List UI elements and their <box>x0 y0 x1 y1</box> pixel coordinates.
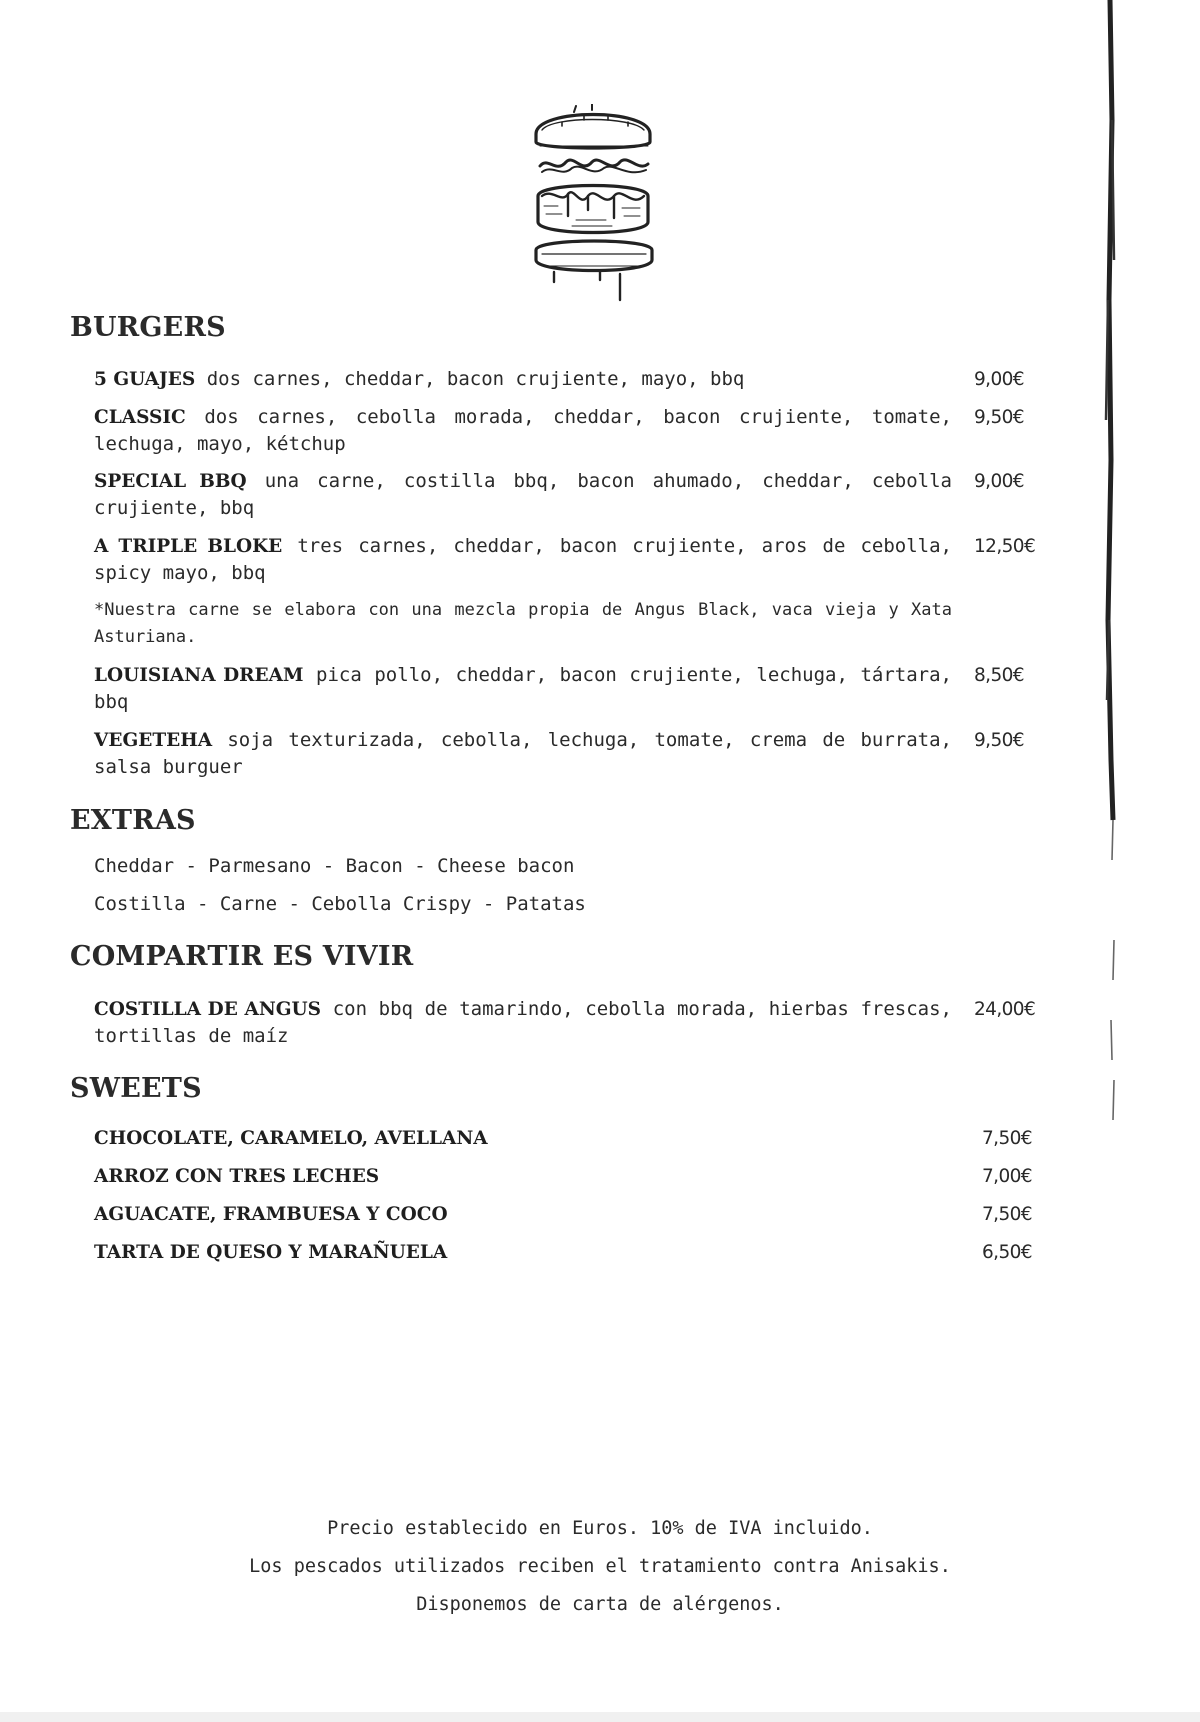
item-price: 9,00€ <box>974 369 1024 390</box>
item-price: 9,50€ <box>974 407 1024 428</box>
item-name: VEGETEHA <box>94 730 213 751</box>
menu-item <box>94 727 1024 781</box>
extras-line: Cheddar - Parmesano - Bacon - Cheese bacon <box>94 855 575 877</box>
section-title-extras: EXTRAS <box>70 805 196 836</box>
item-price: 9,50€ <box>974 730 1024 751</box>
footer-line: Los pescados utilizados reciben el tratamiento contra Anisakis. <box>249 1556 951 1577</box>
item-description: tres carnes, cheddar, bacon crujiente, aros de cebolla, spicy mayo, bbq <box>94 535 952 584</box>
item-price: 6,50€ <box>982 1242 1032 1263</box>
item-description: con bbq de tamarindo, cebolla morada, hierbas frescas, tortillas de maíz <box>94 998 952 1047</box>
item-name: SPECIAL BBQ <box>94 471 247 492</box>
menu-item <box>94 1163 1054 1190</box>
section-title-burgers: BURGERS <box>70 312 226 343</box>
item-name: ARROZ CON TRES LECHES <box>94 1166 380 1187</box>
menu-item <box>94 404 1024 458</box>
item-price: 7,50€ <box>982 1204 1032 1225</box>
item-price: 9,00€ <box>974 471 1024 492</box>
item-name: LOUISIANA DREAM <box>94 665 304 686</box>
menu-item <box>94 1201 1054 1228</box>
menu-item <box>94 1125 1054 1152</box>
meat-note: *Nuestra carne se elabora con una mezcla propia de Angus Black, vaca vieja y Xata Asturiana. <box>94 600 952 647</box>
menu-item <box>94 533 1036 587</box>
item-description: dos carnes, cheddar, bacon crujiente, mayo, bbq <box>206 368 745 390</box>
footer-line: Precio establecido en Euros. 10% de IVA incluido. <box>327 1518 873 1539</box>
item-price: 7,50€ <box>982 1128 1032 1149</box>
page-bottom-edge <box>0 1712 1200 1722</box>
menu-item <box>94 468 1024 522</box>
item-description: soja texturizada, cebolla, lechuga, tomate, crema de burrata, salsa burguer <box>94 729 952 778</box>
menu-item <box>94 366 1024 393</box>
burger-icon <box>532 104 656 304</box>
item-price: 24,00€ <box>974 999 1036 1020</box>
item-price: 12,50€ <box>974 536 1036 557</box>
item-description: dos carnes, cebolla morada, cheddar, bacon crujiente, tomate, lechuga, mayo, kétchup <box>94 406 952 455</box>
item-name: AGUACATE, FRAMBUESA Y COCO <box>94 1204 448 1225</box>
extras-line: Costilla - Carne - Cebolla Crispy - Patatas <box>94 893 586 915</box>
item-price: 7,00€ <box>982 1166 1032 1187</box>
menu-item <box>94 996 1036 1050</box>
item-name: TARTA DE QUESO Y MARAÑUELA <box>94 1242 448 1263</box>
item-name: A TRIPLE BLOKE <box>94 536 283 557</box>
section-title-compartir: COMPARTIR ES VIVIR <box>70 941 414 972</box>
item-name: COSTILLA DE ANGUS <box>94 999 322 1020</box>
item-description: una carne, costilla bbq, bacon ahumado, cheddar, cebolla crujiente, bbq <box>94 470 952 519</box>
footer-line: Disponemos de carta de alérgenos. <box>416 1594 784 1615</box>
section-title-sweets: SWEETS <box>70 1073 202 1104</box>
item-name: CHOCOLATE, CARAMELO, AVELLANA <box>94 1128 488 1149</box>
menu-item <box>94 662 1024 716</box>
item-name: CLASSIC <box>94 407 186 428</box>
decorative-brush-edge <box>1096 0 1126 1722</box>
menu-item <box>94 1239 1054 1266</box>
item-name: 5 GUAJES <box>94 369 196 390</box>
item-price: 8,50€ <box>974 665 1024 686</box>
item-description: pica pollo, cheddar, bacon crujiente, lechuga, tártara, bbq <box>94 664 952 713</box>
